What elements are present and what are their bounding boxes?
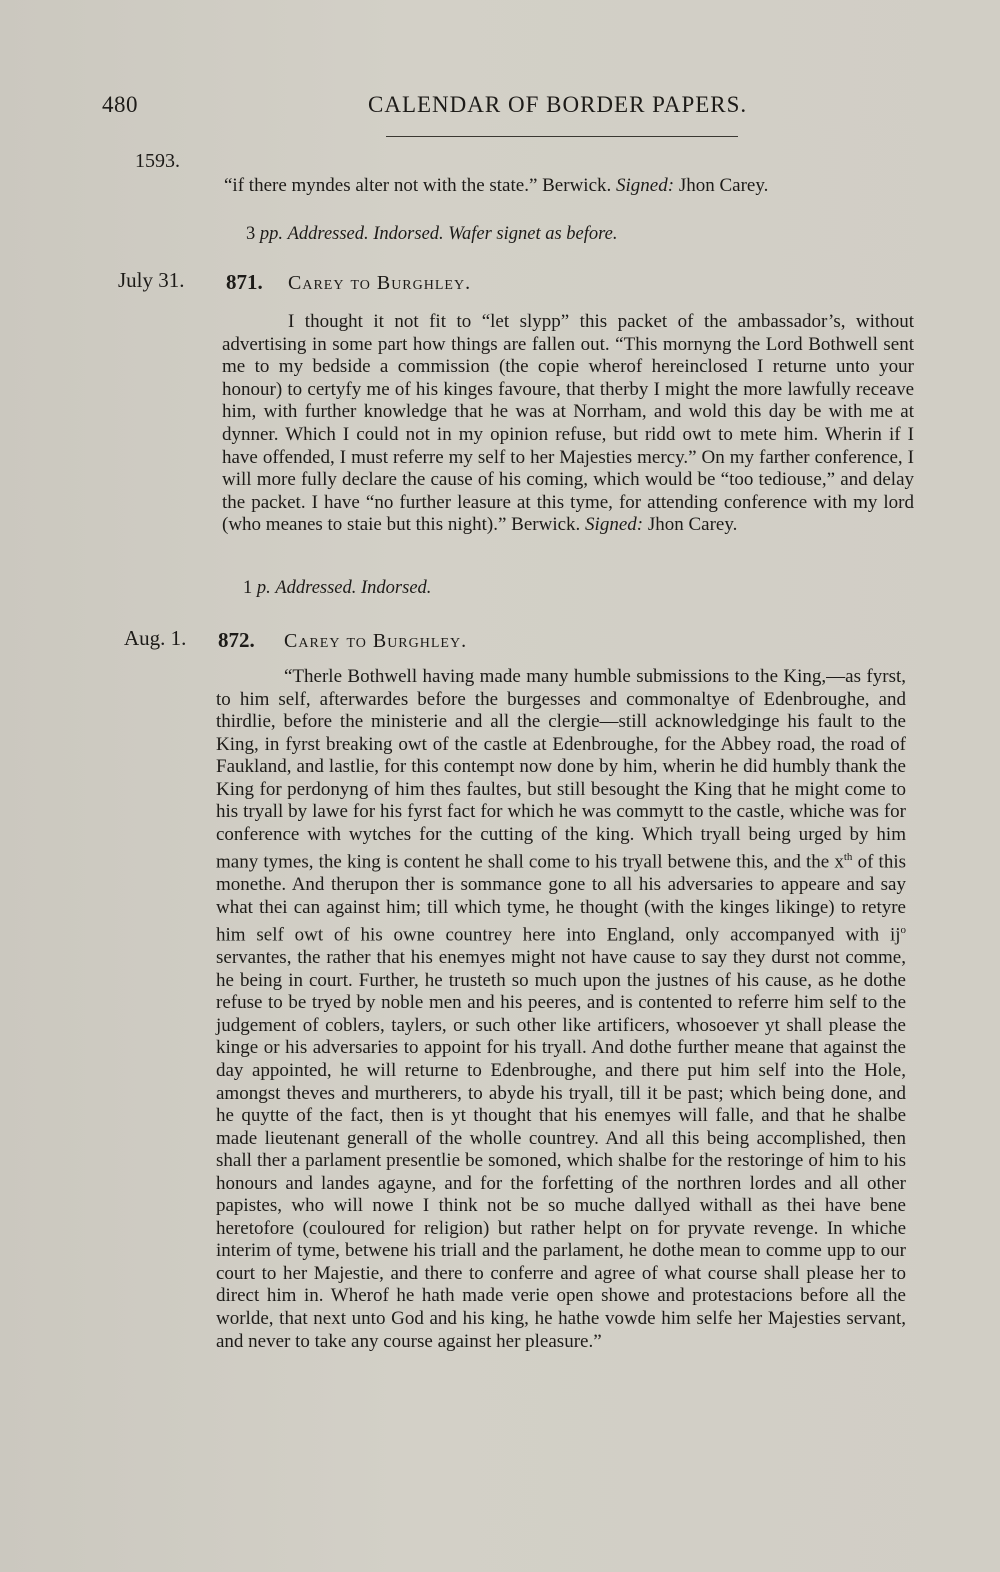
note-pages: 3 (246, 224, 256, 244)
note-pages-unit: p. (256, 578, 271, 598)
entry-number: 871. (226, 270, 263, 294)
note-rest: Addressed. Indorsed. (275, 578, 432, 598)
entry-title: Carey to Burghley. (288, 272, 472, 294)
entry-title: Carey to Burghley. (284, 630, 468, 652)
entry-body-text: of this monethe. And therupon ther is sommance gone to all his adversaries to appeare and say what thei can against him; till which tyme, he thought (with the kinges likinge) to retyre him self owt of his owne countrey here into England, only accompanyed with ij (216, 851, 907, 946)
continuation-body: “if there myndes alter not with the state.” Berwick. (224, 175, 612, 196)
entry-body-text: “Therle Bothwell having made many humble submissions to the King,—as fyrst, to him self, afterwardes before the burgesses and commonaltye of Edenbroughe, and thirdlie, before the ministerie and all the clergie—still acknowledginge his fault to the King, in fyrst breaking owt of the castle at Edenbroughe, for the Abbey road, the road of Faukland, and lastlie, for this contempt now done by him, wherin he did humbly thank the King for perdonyng of him thes faultes, but still besought the King that he might come to his tryall by lawe for his fyrst fact for which he was commytt to the castle, whiche was for conference with wytches for the cutting of the king. Which tryall being urged by him many tymes, the king is content he shall come to his tryall betwene this, and the x (216, 666, 906, 873)
header-rule (386, 136, 738, 137)
entry-body (222, 311, 914, 537)
signer: Jhon Carey. (647, 514, 738, 536)
entry-date: July 31. (118, 268, 185, 292)
signer: Jhon Carey. (678, 175, 769, 196)
entry-body-text: servantes, the rather that his enemyes might not have cause to say they durst not comme, he being in court. Further, he trusteth so much upon the justnes of his cause, as he dothe refuse to be tryed by noble men and his peeres, and is contented to referre him self to the judgement of coblers, taylers, or such other like artificers, whosoever yt shall please the kinge or his adversaries to appoint for his tryall. And dothe further meane that against the day appointed, he will returne to Edenbroughe, and there put him self into the Hole, amongst theves and murtherers, to abyde his tryall, till it be past; which being done, and he quytte of the fact, then is yt thought that his enemyes will falle, and that he shalbe made lieutenant generall of the wholle countrey. And all this being accomplished, then shall ther a parlament presentlie be somoned, which shalbe for the restoringe of him to his honours and landes agayne, and for the forfetting of the northren lordes and all other papistes, who will nowe I think not be so muche dallyed withall as thei have bene heretofore (couloured for religion) but rather helpt on for pryvate revenge. In whiche interim of tyme, betwene his triall and the parlament, he dothe mean to comme upp to our court to her Majestie, and there to conferre and agree of what course shall please her to direct him in. Wherof he hath made verie open showe and protestacions before all the worlde, that next unto God and his king, he hathe vowde him selfe her Majesties servant, and never to take any course against her pleasure.” (216, 947, 906, 1352)
note-pages-unit: pp. (259, 224, 283, 244)
superscript: o (900, 924, 906, 937)
signed-label: Signed: (616, 175, 675, 196)
superscript: th (843, 851, 853, 864)
year-marker: 1593. (135, 150, 180, 172)
entry-note (243, 578, 431, 599)
signed-label: Signed: (585, 514, 644, 536)
continuation-text (224, 175, 920, 198)
entry-date: Aug. 1. (124, 626, 187, 650)
entry-body-text: I thought it not fit to “let slypp” this packet of the ambassador’s, without advertising in some part how things are fallen out. “This mornyng the Lord Bothwell sent me to my bedside a commission (the copie wherof hereinclosed I returne unto your honour) to certyfy me of his kinges favoure, that therby I might the more lawfully receave him, with further knowledge that he was at Norrham, and wold this day be with me at dynner. Which I could not in my opinion refuse, but ridd owt to mete him. Wherin if I have offended, I must referre my self to her Majesties mercy.” On my farther conference, I will more fully declare the cause of his coming, which would be “too tediouse,” and delay the packet. I have “no further leasure at this tyme, for attending conference with my lord (who meanes to staie but this night).” Berwick. (222, 311, 914, 536)
page-number: 480 (102, 92, 138, 117)
note-rest: Addressed. Indorsed. Wafer signet as before. (287, 224, 618, 244)
entry-body (216, 666, 906, 1353)
running-title: CALENDAR OF BORDER PAPERS. (368, 92, 748, 117)
note-pages: 1 (243, 578, 253, 598)
continuation-note (246, 224, 618, 245)
entry-number: 872. (218, 628, 255, 652)
